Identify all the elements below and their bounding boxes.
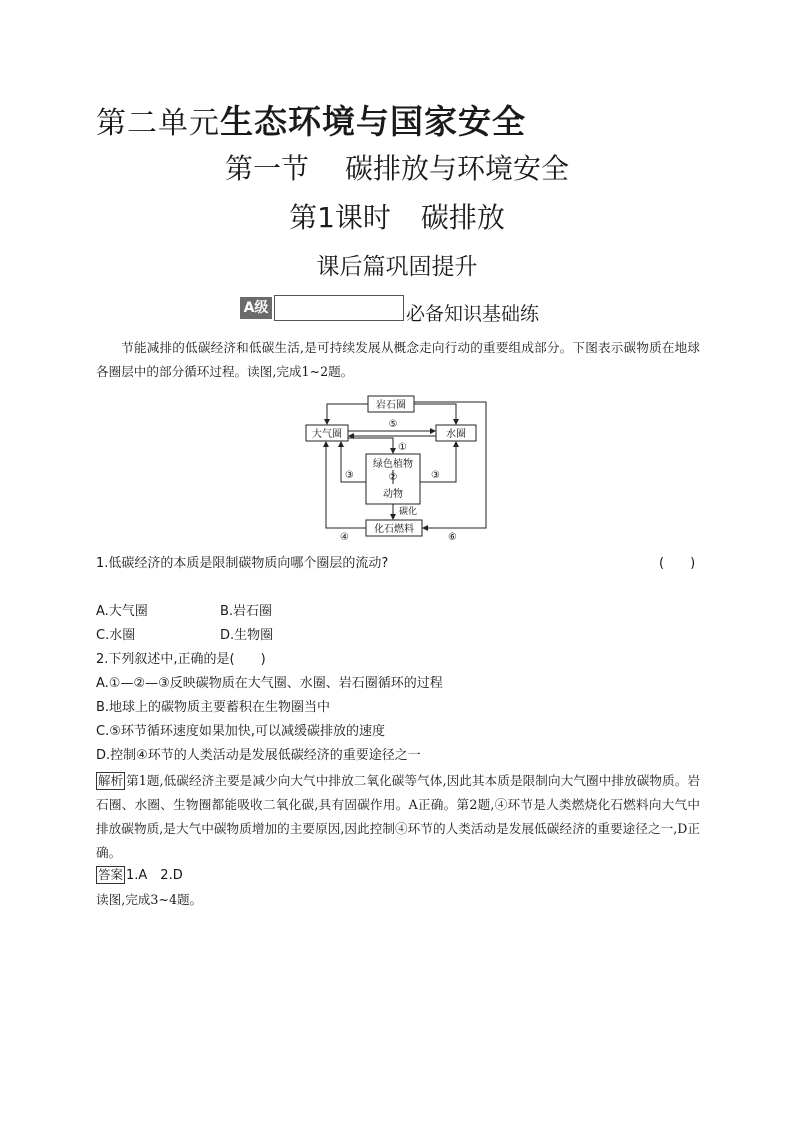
lesson-title	[0, 199, 794, 237]
question-1-option-a: A.大气圈	[96, 604, 148, 619]
question-2-option-b: B.地球上的碳物质主要蓄积在生物圈当中	[96, 700, 331, 715]
unit-name: 生态环境与国家安全	[220, 102, 526, 141]
cycle-step-5-label: ⑤	[388, 419, 398, 430]
question-1-option-b: B.岩石圈	[220, 604, 273, 619]
question-2-option-c: C.⑤环节循环速度如果加快,可以减缓碳排放的速度	[96, 724, 385, 739]
analysis-paragraph	[96, 769, 700, 865]
section-title	[0, 150, 794, 188]
section-number: 第一节	[224, 152, 309, 185]
cycle-step-6-label: ⑥	[448, 532, 457, 542]
intro-paragraph: 节能减排的低碳经济和低碳生活,是可持续发展从概念走向行动的重要组成部分。下图表示碳物质在地球各圈层中的部分循环过程。读图,完成1~2题。	[96, 340, 700, 379]
green-plants-label: 绿色植物	[373, 459, 413, 470]
unit-prefix: 第二单元	[96, 106, 220, 141]
fossil-fuel-label: 化石燃料	[374, 524, 414, 535]
level-label: 必备知识基础练	[406, 303, 540, 325]
analysis-tag: 解析	[98, 773, 124, 788]
question-1-option-d: D.生物圈	[220, 628, 274, 643]
cycle-step-2-label: ②	[388, 472, 398, 483]
level-badge: A级	[240, 297, 272, 319]
cycle-step-3-right-label: ③	[431, 470, 440, 481]
hydrosphere-label: 水圈	[446, 429, 466, 440]
carbonization-label: 碳化	[399, 507, 418, 517]
level-input-box	[274, 295, 404, 321]
analysis-text: 第1题,低碳经济主要是减少向大气中排放二氧化碳等气体,因此其本质是限制向大气圈中排放碳物质。岩石圈、水圈、生物圈都能吸收二氧化碳,具有固碳作用。A正确。第2题,④环节是人类燃烧化石燃料向大气中排放碳物质,是大气中碳物质增加的主要原因,因此控制④环节的人类活动是发展低碳经济的重要途径之一,D正确。	[96, 773, 700, 860]
question-2-option-a: A.①—②—③反映碳物质在大气圈、水圈、岩石圈循环的过程	[96, 676, 443, 691]
lesson-name: 碳排放	[420, 201, 505, 234]
carbon-cycle-diagram	[290, 392, 500, 542]
question-2-option-d: D.控制④环节的人类活动是发展低碳经济的重要途径之一	[96, 748, 421, 763]
answer-tag: 答案	[98, 867, 124, 882]
question-1-answer-paren: ( )	[659, 556, 696, 571]
cycle-step-4-label: ④	[340, 532, 349, 542]
atmosphere-label: 大气圈	[312, 429, 342, 440]
lesson-number: 第1课时	[289, 201, 391, 234]
next-prompt: 读图,完成3~4题。	[96, 892, 203, 907]
cycle-step-3-left-label: ③	[345, 470, 354, 481]
cycle-step-1-label: ①	[398, 442, 407, 453]
lithosphere-label: 岩石圈	[376, 400, 406, 411]
answer-text: 1.A 2.D	[126, 868, 183, 883]
page-subtitle: 课后篇巩固提升	[316, 254, 478, 280]
answer-line	[96, 865, 183, 887]
question-2-stem: 2.下列叙述中,正确的是( )	[96, 652, 266, 667]
question-1-option-c: C.水圈	[96, 628, 136, 643]
section-name: 碳排放与环境安全	[345, 152, 570, 185]
animals-label: 动物	[383, 489, 403, 500]
unit-title	[96, 102, 526, 144]
question-1-stem: 1.低碳经济的本质是限制碳物质向哪个圈层的流动?	[96, 556, 389, 571]
